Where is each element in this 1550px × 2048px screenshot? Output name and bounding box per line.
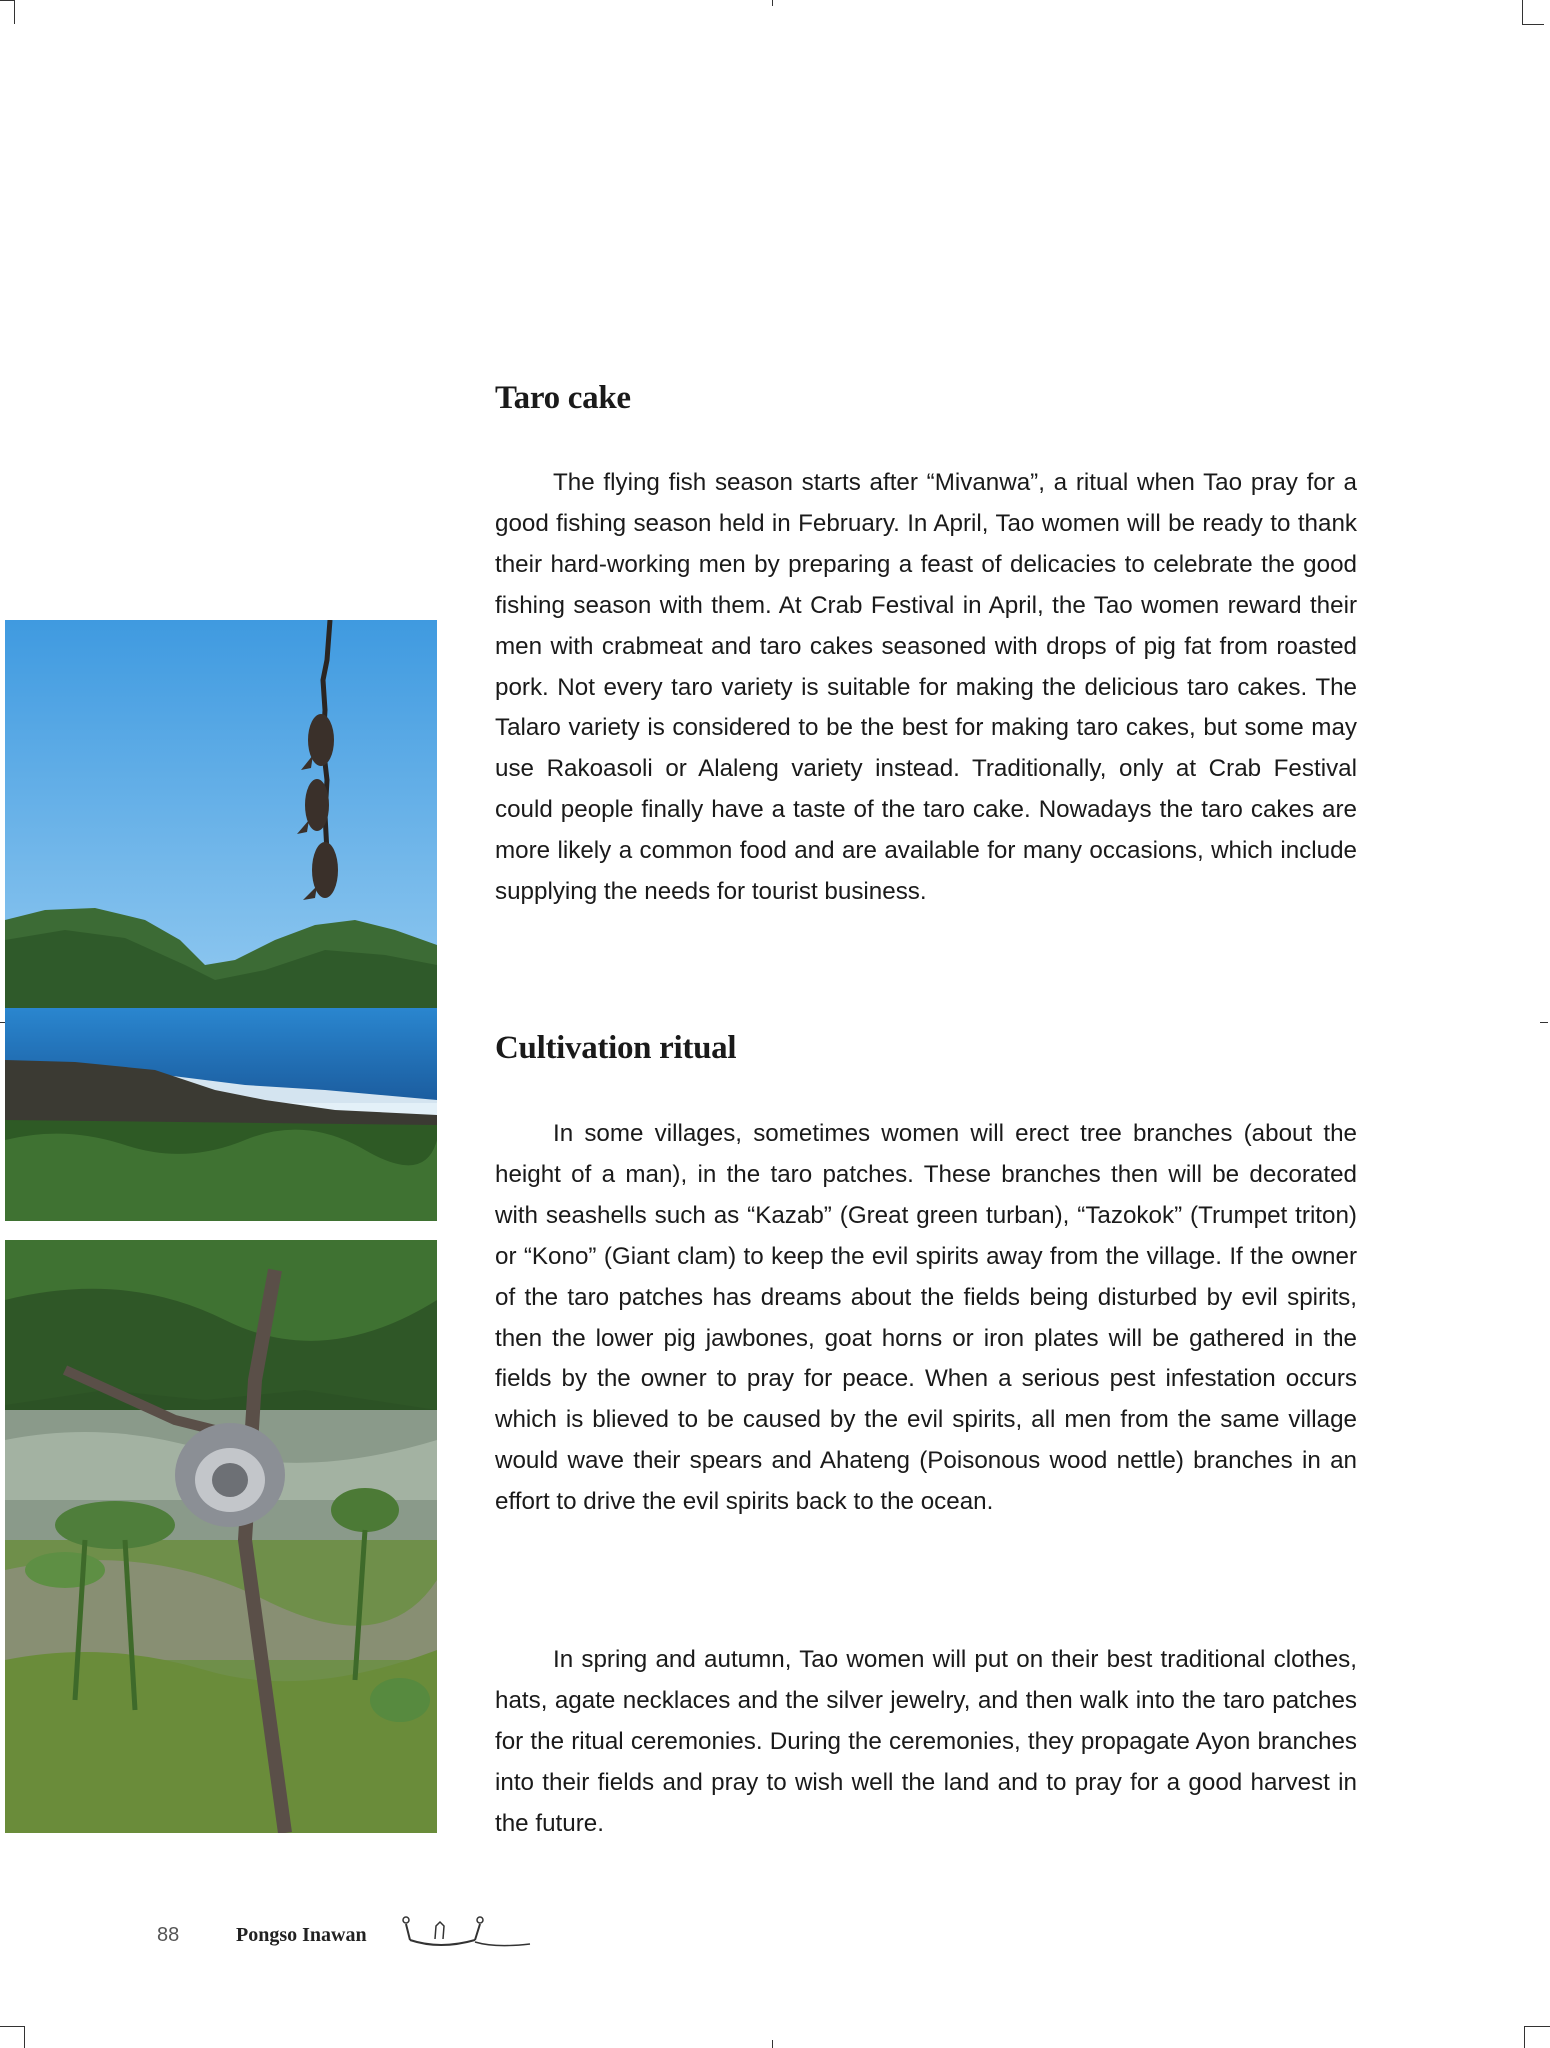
crop-mark xyxy=(1522,24,1544,25)
crop-mark xyxy=(24,2026,25,2048)
crop-mark xyxy=(1524,2026,1550,2027)
taro-cake-paragraph: The flying fish season starts after “Mivanwa”, a ritual when Tao pray for a good fishing season held in February. In April, Tao women will be ready to thank their hard-working men by preparing a feast of delicacies to celebrate the good fishing season with them. At Crab Festival in April, the Tao women reward their men with crabmeat and taro cakes seasoned with drops of pig fat from roasted pork. Not every taro variety is suitable for making the delicious taro cakes. The Talaro variety is considered to be the best for making taro cakes, but some may use Rakoasoli or Alaleng variety instead. Traditionally, only at Crab Festival could people finally have a taste of the taro cake. Nowadays the taro cakes are more likely a common food and are available for many occasions, which include supplying the needs for tourist business. xyxy=(495,469,1357,906)
cultivation-ritual-paragraph-1: In some villages, sometimes women will erect tree branches (about the height of a man), in the taro patches. These branches then will be decorated with seashells such as “Kazab” (Great green turban), “Tazokok” (Trumpet triton) or “Kono” (Giant clam) to keep the evil spirits away from the village. If the owner of the taro patches has dreams about the fields being disturbed by evil spirits, then the lower pig jawbones, goat horns or iron plates will be gathered in the fields by the owner to pray for peace. When a serious pest infestation occurs which is blieved to be caused by the evil spirits, all men from the same village would wave their spears and Ahateng (Poisonous wood nettle) branches in an effort to drive the evil spirits back to the ocean. xyxy=(495,1120,1357,1516)
crop-mark xyxy=(0,0,14,1)
section-heading-cultivation-ritual: Cultivation ritual xyxy=(495,1030,737,1066)
coast-crab-claws-photo xyxy=(5,620,437,1221)
book-title: Pongso Inawan xyxy=(236,1924,367,1946)
page-number: 88 xyxy=(157,1924,180,1946)
canoe-logo-icon xyxy=(380,1906,540,1956)
crop-mark xyxy=(772,2040,773,2048)
cultivation-ritual-paragraph-2: In spring and autumn, Tao women will put on their best traditional clothes, hats, agate necklaces and the silver jewelry, and then walk into the taro patches for the ritual ceremonies. During the ceremonies, they propagate Ayon branches into their fields and pray to wish well the land and to pray for a good harvest in the future. xyxy=(495,1646,1357,1837)
taro-patch-shell-photo xyxy=(5,1240,437,1833)
crop-mark xyxy=(1522,0,1523,24)
crop-mark xyxy=(1540,1022,1548,1023)
crop-mark xyxy=(14,0,15,24)
crop-mark xyxy=(0,2026,24,2027)
section-heading-taro-cake: Taro cake xyxy=(495,380,631,416)
crop-mark xyxy=(772,0,773,6)
crop-mark xyxy=(1524,2026,1525,2048)
